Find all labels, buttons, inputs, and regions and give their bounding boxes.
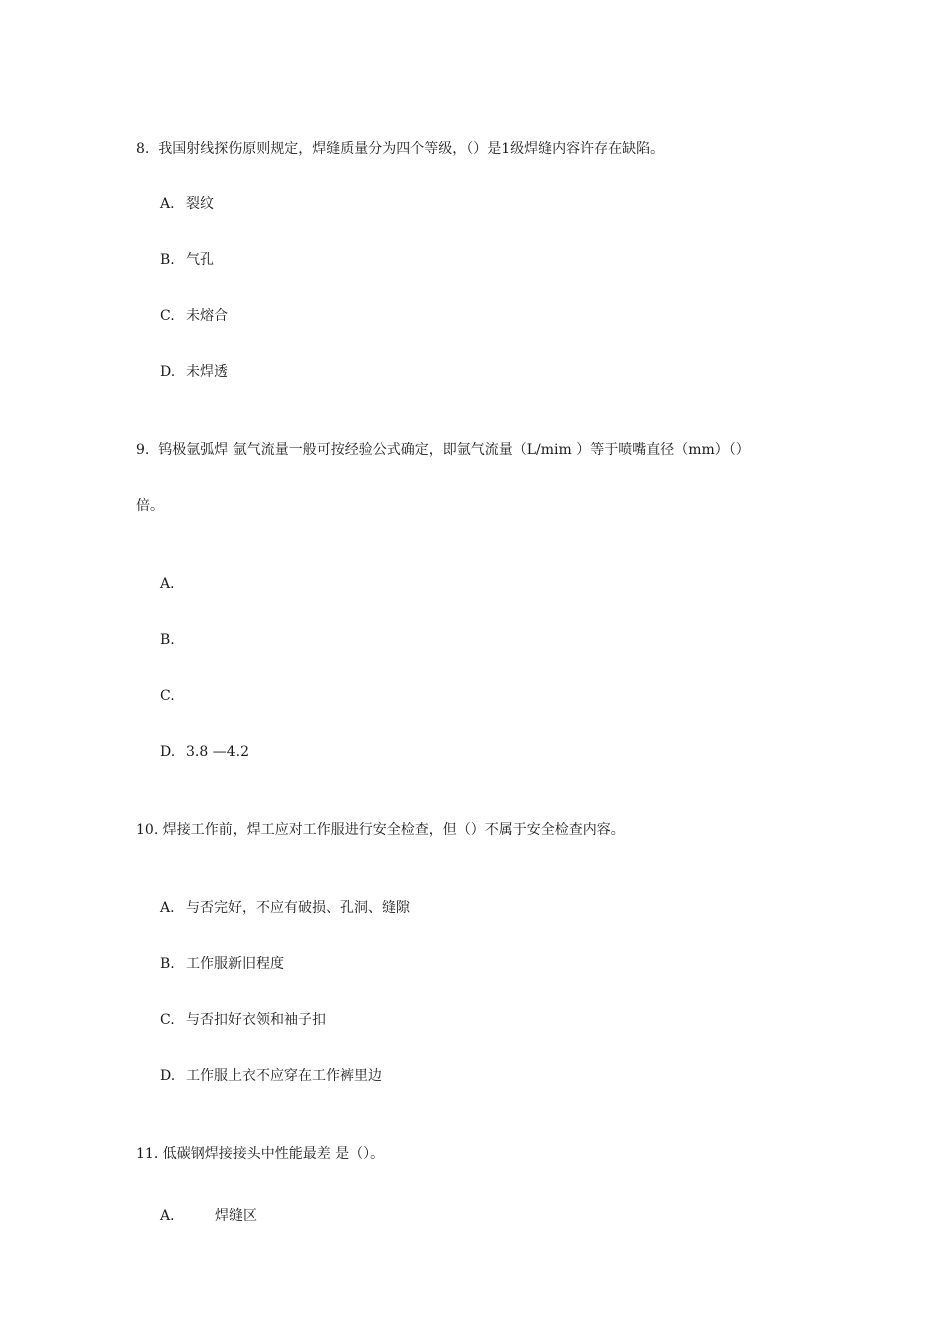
option-letter: A. — [160, 1208, 175, 1224]
question-8-option-a — [160, 195, 214, 213]
question-9-option-b — [160, 631, 186, 649]
option-letter: B. — [160, 956, 175, 972]
option-text: 工作服新旧程度 — [186, 956, 284, 972]
question-9-option-c — [160, 687, 186, 705]
option-text: 裂纹 — [186, 196, 214, 212]
question-8-text: 8. 我国射线探伤原则规定，焊缝质量分为四个等级，（）是1级焊缝内容许存在缺陷。 — [136, 141, 665, 157]
option-letter: D. — [160, 744, 176, 760]
question-9-text: 9. 钨极氩弧焊 氩气流量一般可按经验公式确定，即氩气流量（L/mim ）等于喷嘴直径（mm）（） — [136, 442, 750, 458]
question-9-text-continued: 倍。 — [136, 498, 164, 514]
option-letter: A. — [160, 196, 175, 212]
question-10-text: 10. 焊接工作前，焊工应对工作服进行安全检查，但（）不属于安全检查内容。 — [136, 822, 625, 838]
question-10-option-c — [160, 1011, 326, 1029]
question-10-option-d — [160, 1067, 382, 1085]
option-text: 3.8 —4.2 — [186, 744, 249, 760]
option-letter: D. — [160, 364, 176, 380]
question-8-option-b — [160, 251, 214, 269]
question-10-option-b — [160, 955, 284, 973]
question-9-option-a — [160, 575, 186, 593]
option-letter: A. — [160, 900, 175, 916]
option-text: 焊缝区 — [215, 1208, 257, 1224]
option-letter: B. — [160, 252, 175, 268]
question-11-text: 11. 低碳钢焊接接头中性能最差 是（）。 — [136, 1146, 385, 1162]
question-11-option-a — [160, 1207, 257, 1225]
option-letter: C. — [160, 688, 175, 704]
option-letter: C. — [160, 1012, 175, 1028]
option-letter: C. — [160, 308, 175, 324]
option-text: 未焊透 — [186, 364, 228, 380]
option-text: 工作服上衣不应穿在工作裤里边 — [186, 1068, 382, 1084]
option-text: 与否扣好衣领和袖子扣 — [186, 1012, 326, 1028]
option-letter: B. — [160, 632, 175, 648]
option-letter: A. — [160, 576, 175, 592]
option-text: 气孔 — [186, 252, 214, 268]
option-text: 未熔合 — [186, 308, 228, 324]
option-letter: D. — [160, 1068, 176, 1084]
question-8-option-d — [160, 363, 228, 381]
question-9-option-d — [160, 743, 249, 761]
question-8-option-c — [160, 307, 228, 325]
option-text: 与否完好，不应有破损、孔洞、缝隙 — [186, 900, 410, 916]
question-10-option-a — [160, 899, 410, 917]
